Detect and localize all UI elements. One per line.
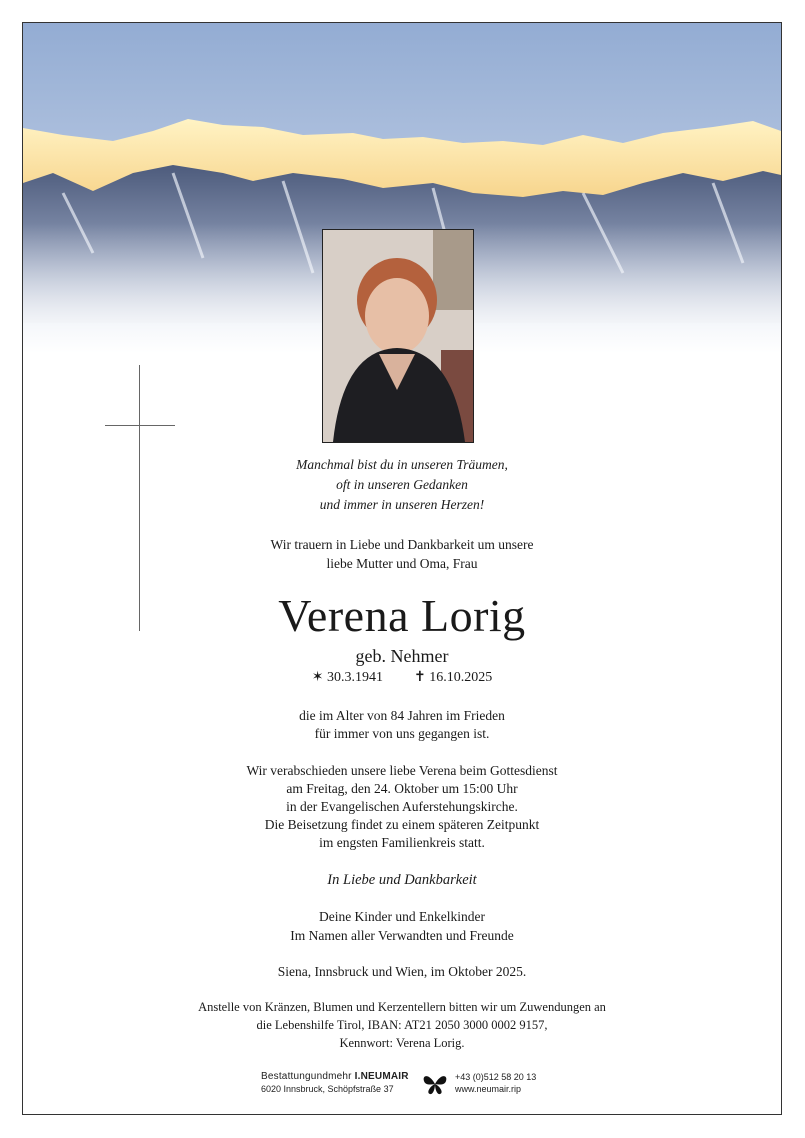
service-line: Die Beisetzung findet zu einem späteren Zeitpunkt [264,817,540,832]
donation-line: Kennwort: Verena Lorig. [339,1036,465,1050]
death-date: 16.10.2025 [429,670,493,685]
age-line: für immer von uns gegangen ist. [314,726,490,741]
butterfly-icon [421,1071,449,1097]
verse-line: und immer in unseren Herzen! [319,497,485,512]
funeral-home-brand [261,1071,409,1083]
service-details [23,762,781,852]
funeral-home-phone: +43 (0)512 58 20 13 [455,1072,537,1082]
service-line: am Freitag, den 24. Oktober um 15:00 Uhr [286,781,518,796]
verse-line: Manchmal bist du in unseren Träumen, [296,457,508,472]
family-line: Im Namen aller Verwandten und Freunde [290,928,514,943]
age-statement [23,707,781,743]
intro-line: liebe Mutter und Oma, Frau [326,556,478,571]
brand-prefix: Bestattungundmehr [261,1071,352,1082]
service-line: im engsten Familienkreis statt. [319,835,485,850]
donation-line: die Lebenshilfe Tirol, IBAN: AT21 2050 3000 0002 9157, [256,1018,548,1032]
birth-name: geb. Nehmer [355,646,449,666]
service-line: Wir verabschieden unsere liebe Verena beim Gottesdienst [246,763,558,778]
funeral-home-footer [23,1071,781,1101]
obituary-card [22,22,782,1115]
family-signature [23,907,781,945]
place-date: Siena, Innsbruck und Wien, im Oktober 2025. [277,964,527,979]
life-dates [23,669,781,687]
birth-star-icon: ✶ [311,670,324,685]
intro-line: Wir trauern in Liebe und Dankbarkeit um unsere [270,537,534,552]
funeral-home-address: 6020 Innsbruck, Schöpfstraße 37 [261,1084,394,1094]
death-cross-icon: ✝ [414,670,426,685]
birth-date: 30.3.1941 [327,670,383,685]
verse-line: oft in unseren Gedanken [336,477,468,492]
funeral-home-website: www.neumair.rip [455,1084,522,1094]
family-line: Deine Kinder und Enkelkinder [318,909,486,924]
brand-name: I.NEUMAIR [354,1071,409,1082]
memorial-verse [23,455,781,515]
donation-line: Anstelle von Kränzen, Blumen und Kerzentellern bitten wir um Zuwendungen an [198,1000,606,1014]
mourning-intro [23,535,781,573]
service-line: in der Evangelischen Auferstehungskirche. [286,799,518,814]
closing-phrase: In Liebe und Dankbarkeit [327,872,477,888]
age-line: die im Alter von 84 Jahren im Frieden [299,708,505,723]
portrait-photo [322,229,474,443]
donation-request [23,998,781,1052]
deceased-name: Verena Lorig [278,590,526,641]
